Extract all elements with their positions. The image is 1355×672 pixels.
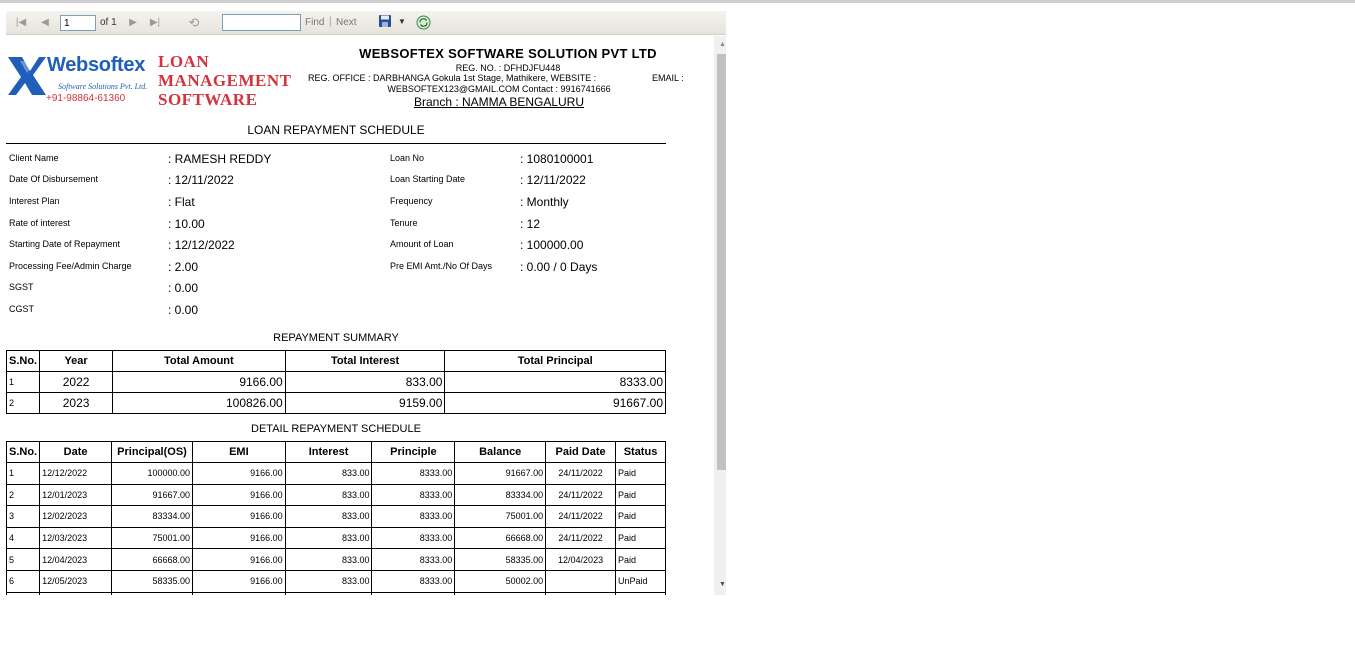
- table-cell: 833.00: [285, 484, 372, 506]
- table-cell: 12/03/2023: [40, 527, 112, 549]
- info-value: : 12/11/2022: [168, 173, 234, 187]
- table-cell: 8333.00: [372, 463, 455, 485]
- table-cell: 12/01/2023: [40, 484, 112, 506]
- table-cell: 833.00: [285, 506, 372, 528]
- table-cell: Paid: [616, 506, 666, 528]
- info-value: : 0.00 / 0 Days: [520, 260, 598, 274]
- report-page: [6, 36, 711, 595]
- info-label: Interest Plan: [9, 196, 60, 206]
- table-header-row: [7, 351, 666, 372]
- table-row: [7, 527, 666, 549]
- back-to-parent-icon[interactable]: ⟲: [188, 15, 200, 30]
- find-separator: |: [329, 16, 332, 27]
- table-cell: 833.00: [285, 570, 372, 592]
- table-cell: 833.00: [285, 372, 445, 393]
- column-header: Total Amount: [113, 351, 286, 372]
- table-cell: 2023: [40, 393, 113, 414]
- column-header: Total Principal: [445, 351, 666, 372]
- table-cell: 9166.00: [192, 527, 285, 549]
- find-next-link[interactable]: Next: [336, 17, 357, 28]
- table-row: [7, 463, 666, 485]
- info-value: : Monthly: [520, 195, 569, 209]
- column-header: Year: [40, 351, 113, 372]
- info-label: SGST: [9, 282, 34, 292]
- table-cell: 24/11/2022: [546, 463, 616, 485]
- table-row: [7, 484, 666, 506]
- export-save-icon[interactable]: [378, 14, 392, 28]
- column-header: S.No.: [7, 442, 40, 463]
- info-label: Date Of Disbursement: [9, 174, 99, 184]
- column-header: Interest: [285, 442, 372, 463]
- title-divider: [6, 143, 666, 144]
- info-label: Starting Date of Repayment: [9, 239, 121, 249]
- table-cell: [7, 592, 40, 595]
- company-logo: [6, 52, 156, 112]
- table-cell: [192, 592, 285, 595]
- table-cell: UnPaid: [616, 570, 666, 592]
- refresh-icon[interactable]: [416, 15, 431, 30]
- page-number-input[interactable]: [60, 15, 96, 31]
- scroll-thumb[interactable]: [717, 54, 726, 470]
- table-cell: 91667.00: [112, 484, 193, 506]
- table-cell: 4: [7, 527, 40, 549]
- report-toolbar: [6, 11, 726, 35]
- info-value: : 100000.00: [520, 238, 584, 252]
- previous-page-icon[interactable]: ◀: [41, 17, 49, 28]
- table-cell: 66668.00: [455, 527, 546, 549]
- table-cell: 8333.00: [445, 372, 666, 393]
- app-title: [158, 52, 291, 109]
- detail-repayment-table: [6, 441, 666, 595]
- table-cell: 833.00: [285, 549, 372, 571]
- table-cell: 58335.00: [455, 549, 546, 571]
- info-value: : 10.00: [168, 217, 205, 231]
- next-page-icon[interactable]: ▶: [129, 17, 137, 28]
- table-cell: 83334.00: [455, 484, 546, 506]
- table-cell: 9166.00: [192, 484, 285, 506]
- find-link[interactable]: Find: [305, 17, 325, 28]
- table-cell: 9166.00: [113, 372, 286, 393]
- page-count-label: of 1: [100, 17, 117, 28]
- table-cell: [285, 592, 372, 595]
- info-value: : 1080100001: [520, 152, 594, 166]
- column-header: Paid Date: [546, 442, 616, 463]
- table-cell: 24/11/2022: [546, 484, 616, 506]
- company-office-address: REG. OFFICE : DARBHANGA Gokula 1st Stage, Mathikere, WEBSITE :: [308, 73, 597, 83]
- find-input[interactable]: [222, 14, 301, 31]
- info-label: Loan Starting Date: [390, 174, 466, 184]
- table-cell: 91667.00: [445, 393, 666, 414]
- table-cell: 9166.00: [192, 506, 285, 528]
- table-cell: 9166.00: [192, 570, 285, 592]
- table-cell: [455, 592, 546, 595]
- table-row: [7, 570, 666, 592]
- info-label: Tenure: [390, 218, 418, 228]
- table-cell: 83334.00: [112, 506, 193, 528]
- logo-tagline: Software Solutions Pvt. Ltd.: [58, 82, 148, 91]
- table-cell: 5: [7, 549, 40, 571]
- table-cell: [40, 592, 112, 595]
- logo-x-icon: [6, 53, 48, 97]
- table-cell: 100826.00: [113, 393, 286, 414]
- table-cell: Paid: [616, 527, 666, 549]
- table-cell: 91667.00: [455, 463, 546, 485]
- table-cell: [112, 592, 193, 595]
- table-cell: 12/02/2023: [40, 506, 112, 528]
- table-cell: [616, 592, 666, 595]
- table-row: [7, 393, 666, 414]
- detail-title: DETAIL REPAYMENT SCHEDULE: [251, 423, 421, 435]
- table-cell: 8333.00: [372, 484, 455, 506]
- table-cell: 6: [7, 570, 40, 592]
- table-cell: 9166.00: [192, 463, 285, 485]
- info-value: : 2.00: [168, 260, 199, 274]
- report-viewport: [6, 36, 726, 595]
- table-cell: 75001.00: [455, 506, 546, 528]
- info-label: Client Name: [9, 153, 59, 163]
- table-cell: 24/11/2022: [546, 527, 616, 549]
- table-cell: 50002.00: [455, 570, 546, 592]
- table-cell: 3: [7, 506, 40, 528]
- info-value: : 0.00: [168, 303, 199, 317]
- table-cell: 58335.00: [112, 570, 193, 592]
- info-value: : 12: [520, 217, 541, 231]
- company-web-contact: WEBSOFTEX123@GMAIL.COM Contact : 9916741666: [387, 84, 611, 94]
- table-cell: 9166.00: [192, 549, 285, 571]
- table-cell: [546, 592, 616, 595]
- table-cell: [372, 592, 455, 595]
- info-value: : Flat: [168, 195, 195, 209]
- column-header: S.No.: [7, 351, 40, 372]
- info-value: : 12/12/2022: [168, 238, 235, 252]
- report-title: LOAN REPAYMENT SCHEDULE: [247, 123, 425, 137]
- column-header: Date: [40, 442, 112, 463]
- table-cell: 9159.00: [285, 393, 445, 414]
- summary-title: REPAYMENT SUMMARY: [273, 332, 399, 344]
- table-cell: 8333.00: [372, 549, 455, 571]
- table-cell: 66668.00: [112, 549, 193, 571]
- table-cell: 100000.00: [112, 463, 193, 485]
- column-header: Balance: [455, 442, 546, 463]
- info-value: : 0.00: [168, 281, 199, 295]
- logo-wordmark: Websoftex: [47, 54, 146, 76]
- table-cell: 12/05/2023: [40, 570, 112, 592]
- table-cell: Paid: [616, 463, 666, 485]
- table-cell: 75001.00: [112, 527, 193, 549]
- info-label: Loan No: [390, 153, 425, 163]
- table-cell: Paid: [616, 549, 666, 571]
- app-title-line: LOAN: [158, 52, 210, 71]
- table-cell: 833.00: [285, 527, 372, 549]
- column-header: Status: [616, 442, 666, 463]
- table-row: [7, 372, 666, 393]
- table-cell: Paid: [616, 484, 666, 506]
- table-cell: 1: [7, 372, 40, 393]
- column-header: Principal(OS): [112, 442, 193, 463]
- export-dropdown-icon[interactable]: ▼: [398, 17, 406, 26]
- table-header-row: [7, 442, 666, 463]
- info-label: Processing Fee/Admin Charge: [9, 261, 132, 271]
- column-header: Principle: [372, 442, 455, 463]
- top-border: [0, 0, 1355, 3]
- table-cell: 12/04/2023: [40, 549, 112, 571]
- first-page-icon[interactable]: |◀: [15, 17, 27, 28]
- company-name: WEBSOFTEX SOFTWARE SOLUTION PVT LTD: [359, 46, 657, 61]
- company-email-label: EMAIL :: [652, 73, 684, 83]
- info-label: Rate of interest: [9, 218, 71, 228]
- branch-name: Branch : NAMMA BENGALURU: [413, 95, 585, 109]
- table-row: [7, 549, 666, 571]
- table-cell: 8333.00: [372, 527, 455, 549]
- table-cell: 8333.00: [372, 570, 455, 592]
- info-label: CGST: [9, 304, 35, 314]
- info-value: : RAMESH REDDY: [168, 152, 272, 166]
- table-cell: 12/12/2022: [40, 463, 112, 485]
- info-label: Pre EMI Amt./No Of Days: [390, 261, 493, 271]
- info-value: : 12/11/2022: [520, 173, 586, 187]
- vertical-scrollbar[interactable]: [714, 36, 726, 595]
- table-cell: 12/04/2023: [546, 549, 616, 571]
- app-title-line: SOFTWARE: [158, 90, 258, 109]
- table-cell: 8333.00: [372, 506, 455, 528]
- table-cell: 833.00: [285, 463, 372, 485]
- table-cell: [546, 570, 616, 592]
- table-cell: 2022: [40, 372, 113, 393]
- column-header: Total Interest: [285, 351, 445, 372]
- table-cell: 24/11/2022: [546, 506, 616, 528]
- scroll-down-icon[interactable]: ▼: [719, 581, 726, 588]
- info-label: Frequency: [390, 196, 433, 206]
- table-cell: 2: [7, 393, 40, 414]
- column-header: EMI: [192, 442, 285, 463]
- app-title-line: MANAGEMENT: [158, 71, 292, 90]
- logo-phone: +91-98864-61360: [46, 93, 126, 104]
- company-reg-no: REG. NO. : DFHDJFU448: [455, 63, 561, 73]
- scroll-up-icon[interactable]: ▲: [719, 41, 726, 48]
- info-label: Amount of Loan: [390, 239, 454, 249]
- table-row: [7, 592, 666, 595]
- last-page-icon[interactable]: ▶|: [149, 17, 161, 28]
- table-cell: 2: [7, 484, 40, 506]
- repayment-summary-table: [6, 350, 666, 414]
- table-row: [7, 506, 666, 528]
- table-cell: 1: [7, 463, 40, 485]
